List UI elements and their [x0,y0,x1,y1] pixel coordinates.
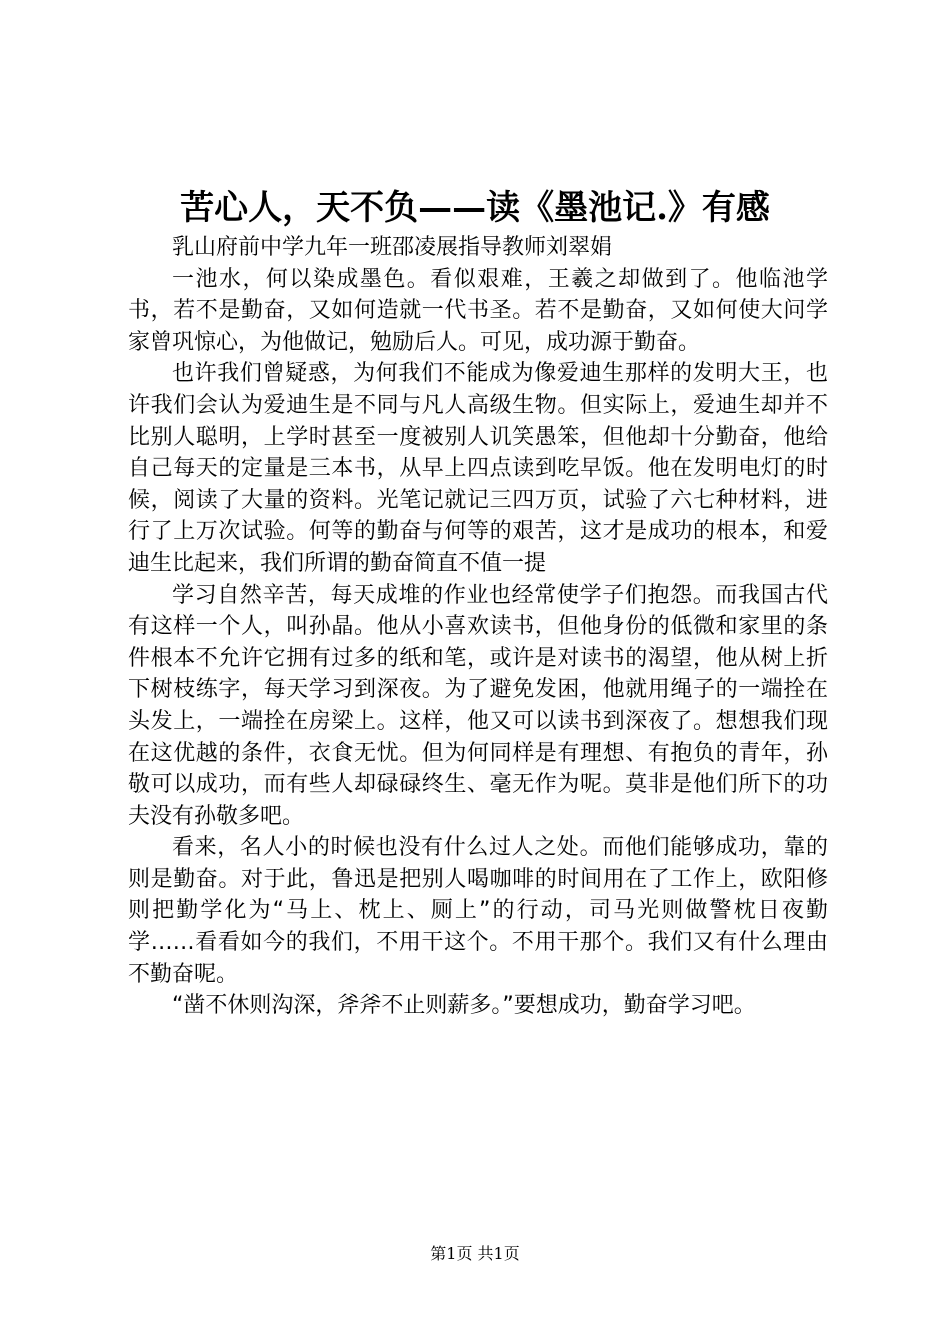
document-title: 苦心人，天不负——读《墨池记.》有感 [180,188,770,228]
document-body [128,232,828,1022]
paragraph-4: 看来，名人小的时候也没有什么过人之处。而他们能够成功，靠的则是勤奋。对于此，鲁迅是把别人喝咖啡的时间用在了工作上，欧阳修则把勤学化为“马上、枕上、厕上”的行动，司马光则做警枕日夜勤学……看看如今的我们，不用干这个。不用干那个。我们又有什么理由不勤奋呢。 [128,835,828,987]
paragraph-1: 一池水，何以染成墨色。看似艰难，王羲之却做到了。他临池学书，若不是勤奋，又如何造就一代书圣。若不是勤奋，又如何使大问学家曾巩惊心，为他做记，勉励后人。可见，成功源于勤奋。 [128,266,828,355]
byline: 乳山府前中学九年一班邵凌展指导教师刘翠娟 [172,235,613,260]
paragraph-2: 也许我们曾疑惑，为何我们不能成为像爱迪生那样的发明大王，也许我们会认为爱迪生是不同与凡人高级生物。但实际上，爱迪生却并不比别人聪明，上学时甚至一度被别人讥笑愚笨，但他却十分勤奋，他给自己每天的定量是三本书，从早上四点读到吃早饭。他在发明电灯的时候，阅读了大量的资料。光笔记就记三四万页，试验了六七种材料，进行了上万次试验。何等的勤奋与何等的艰苦，这才是成功的根本，和爱迪生比起来，我们所谓的勤奋简直不值一提 [128,361,828,576]
paragraph-3: 学习自然辛苦，每天成堆的作业也经常使学子们抱怨。而我国古代有这样一个人，叫孙晶。他从小喜欢读书，但他身份的低微和家里的条件根本不允许它拥有过多的纸和笔，或许是对读书的渴望，他从树上折下树枝练字，每天学习到深夜。为了避免发困，他就用绳子的一端拴在头发上，一端拴在房梁上。这样，他又可以读书到深夜了。想想我们现在这优越的条件，衣食无忧。但为何同样是有理想、有抱负的青年，孙敬可以成功，而有些人却碌碌终生、毫无作为呢。莫非是他们所下的功夫没有孙敬多吧。 [128,582,828,829]
page-footer: 第1页 共1页 [430,1244,520,1263]
paragraph-5: “凿不休则沟深，斧斧不止则薪多。”要想成功，勤奋学习吧。 [172,993,756,1019]
